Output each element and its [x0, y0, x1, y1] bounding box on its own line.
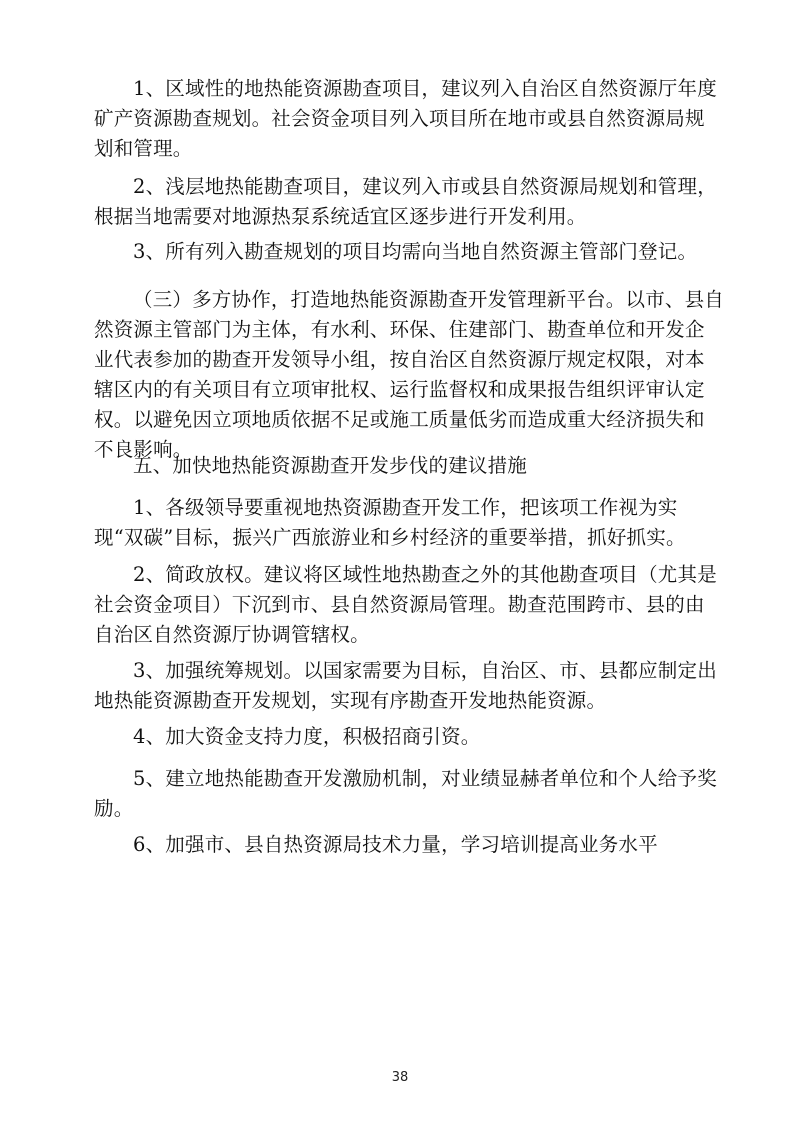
section-heading: 五、加快地热能资源勘查开发步伐的建议措施 — [133, 454, 528, 477]
paragraph-1: 1、区域性的地热能资源勘查项目，建议列入自治区自然资源厅年度矿产资源勘查规划。社会资金项目列入项目所在地市或县自然资源局规划和管理。 — [94, 77, 717, 160]
paragraph-4: （三）多方协作，打造地热能资源勘查开发管理新平台。以市、县自然资源主管部门为主体，有水利、环保、住建部门、勘查单位和开发企业代表参加的勘查开发领导小组，按自治区自然资源厅规定权限，对本辖区内的有关项目有立项审批权、运行监督权和成果报告组织评审认定权。以避免因立项地质依据不足或施工质量低劣而造成重大经济损失和不良影响。 — [94, 288, 725, 461]
paragraph-5: 1、各级领导要重视地热资源勘查开发工作，把该项工作视为实现“双碳”目标，振兴广西旅游业和乡村经济的重要举措，抓好抓实。 — [94, 496, 686, 549]
paragraph-8: 4、加大资金支持力度，积极招商引资。 — [133, 725, 481, 748]
page-number: 38 — [391, 1070, 409, 1085]
paragraph-6: 2、简政放权。建议将区域性地热勘查之外的其他勘查项目（尤其是社会资金项目）下沉到市、县自然资源局管理。勘查范围跨市、县的由自治区自然资源厅协调管辖权。 — [94, 563, 717, 646]
paragraph-10: 6、加强市、县自热资源局技术力量，学习培训提高业务水平 — [133, 833, 658, 856]
paragraph-9: 5、建立地热能勘查开发激励机制，对业绩显赫者单位和个人给予奖励。 — [94, 767, 717, 820]
paragraph-3: 3、所有列入勘查规划的项目均需向当地自然资源主管部门登记。 — [133, 240, 698, 263]
paragraph-2: 2、浅层地热能勘查项目，建议列入市或县自然资源局规划和管理，根据当地需要对地源热泵系统适宜区逐步进行开发利用。 — [94, 175, 717, 228]
paragraph-7: 3、加强统筹规划。以国家需要为目标，自治区、市、县都应制定出地热能资源勘查开发规划，实现有序勘查开发地热能资源。 — [94, 659, 717, 712]
